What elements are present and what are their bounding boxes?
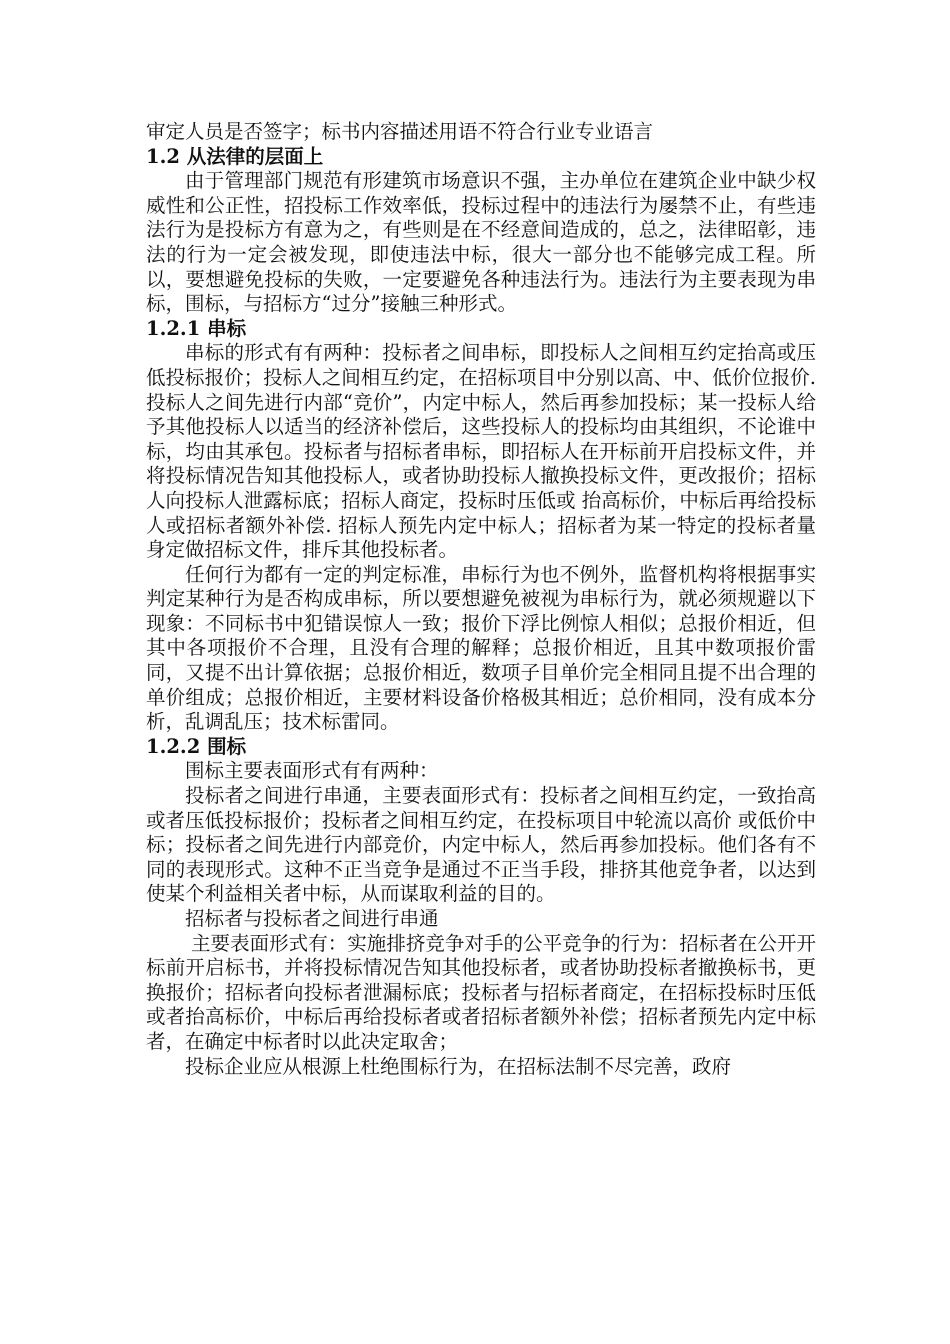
paragraph: 由于管理部门规范有形建筑市场意识不强，主办单位在建筑企业中缺少权威性和公正性，招投标工作效率低，投标过程中的违法行为屡禁不止，有些违法行为是投标方有意为之，有些则是在不经意间造成的，总之，法律昭彰，违法的行为一定会被发现，即使违法中标，很大一部分也不能够完成工程。所以，要想避免投标的失败，一定要避免各种违法行为。违法行为主要表现为串标，围标，与招标方“过分”接触三种形式。 <box>146 169 816 316</box>
paragraph: 招标者与投标者之间进行串通 <box>185 907 439 930</box>
document-page <box>146 120 816 1079</box>
paragraph: 串标的形式有有两种：投标者之间串标，即投标人之间相互约定抬高或压低投标报价；投标人之间相互约定，在招标项目中分别以高、中、低价位报价. 投标人之间先进行内部“竞价”，内定中标人，然后再参加投标；某一投标人给予其他投标人以适当的经济补偿后，这些投标人的投标均由其组织，不论谁中标，均由其承包。投标者与招标者串标，即招标人在开标前开启投标文件，并将投标情况告知其他投标人，或者协助投标人撤换投标文件，更改报价；招标人向投标人泄露标底；招标人商定，投标时压低或 抬高标价，中标后再给投标人或招标者额外补偿. 招标人预先内定中标人；招标者为某一特定的投标者量身定做招标文件，排斥其他投标者。 <box>146 341 816 562</box>
paragraph: 主要表面形式有：实施排挤竞争对手的公平竞争的行为：招标者在公开开标前开启标书，并将投标情况告知其他投标者，或者协助投标者撤换标书，更换报价；招标者向投标者泄漏标底；投标者与招标者商定，在招标投标时压低或者抬高标价，中标后再给投标者或者招标者额外补偿；招标者预先内定中标者，在确定中标者时以此决定取舍； <box>146 931 816 1053</box>
subsection-heading: 1.2.1 串标 <box>146 316 247 340</box>
paragraph: 投标者之间进行串通，主要表面形式有：投标者之间相互约定，一致抬高或者压低投标报价；投标者之间相互约定，在投标项目中轮流以高价 或低价中标；投标者之间先进行内部竞价，内定中标人，然后再参加投标。他们各有不同的表现形式。这种不正当竞争是通过不正当手段，排挤其他竞争者，以达到 使某个利益相关者中标，从而谋取利益的目的。 <box>146 784 816 906</box>
paragraph: 围标主要表面形式有有两种： <box>185 759 439 783</box>
paragraph: 审定人员是否签字；标书内容描述用语不符合行业专业语言 <box>146 120 654 143</box>
paragraph: 任何行为都有一定的判定标准，串标行为也不例外，监督机构将根据事实判定某种行为是否构成串标，所以要想避免被视为串标行为，就必须规避以下现象：不同标书中犯错误惊人一致；报价下浮比例惊人相似；总报价相近，但其中各项报价不合理，且没有合理的解释；总报价相近，且其中数项报价雷同，又提不出计算依据；总报价相近，数项子目单价完全相同且提不出合理的单价组成；总报价相近，主要材料设备价格极其相近；总价相同，没有成本分析，乱调乱压；技术标雷同。 <box>146 562 816 734</box>
section-heading: 1.2 从法律的层面上 <box>146 144 324 168</box>
paragraph: 投标企业应从根源上杜绝围标行为，在招标法制不尽完善，政府 <box>185 1054 732 1078</box>
subsection-heading: 1.2.2 围标 <box>146 734 247 758</box>
